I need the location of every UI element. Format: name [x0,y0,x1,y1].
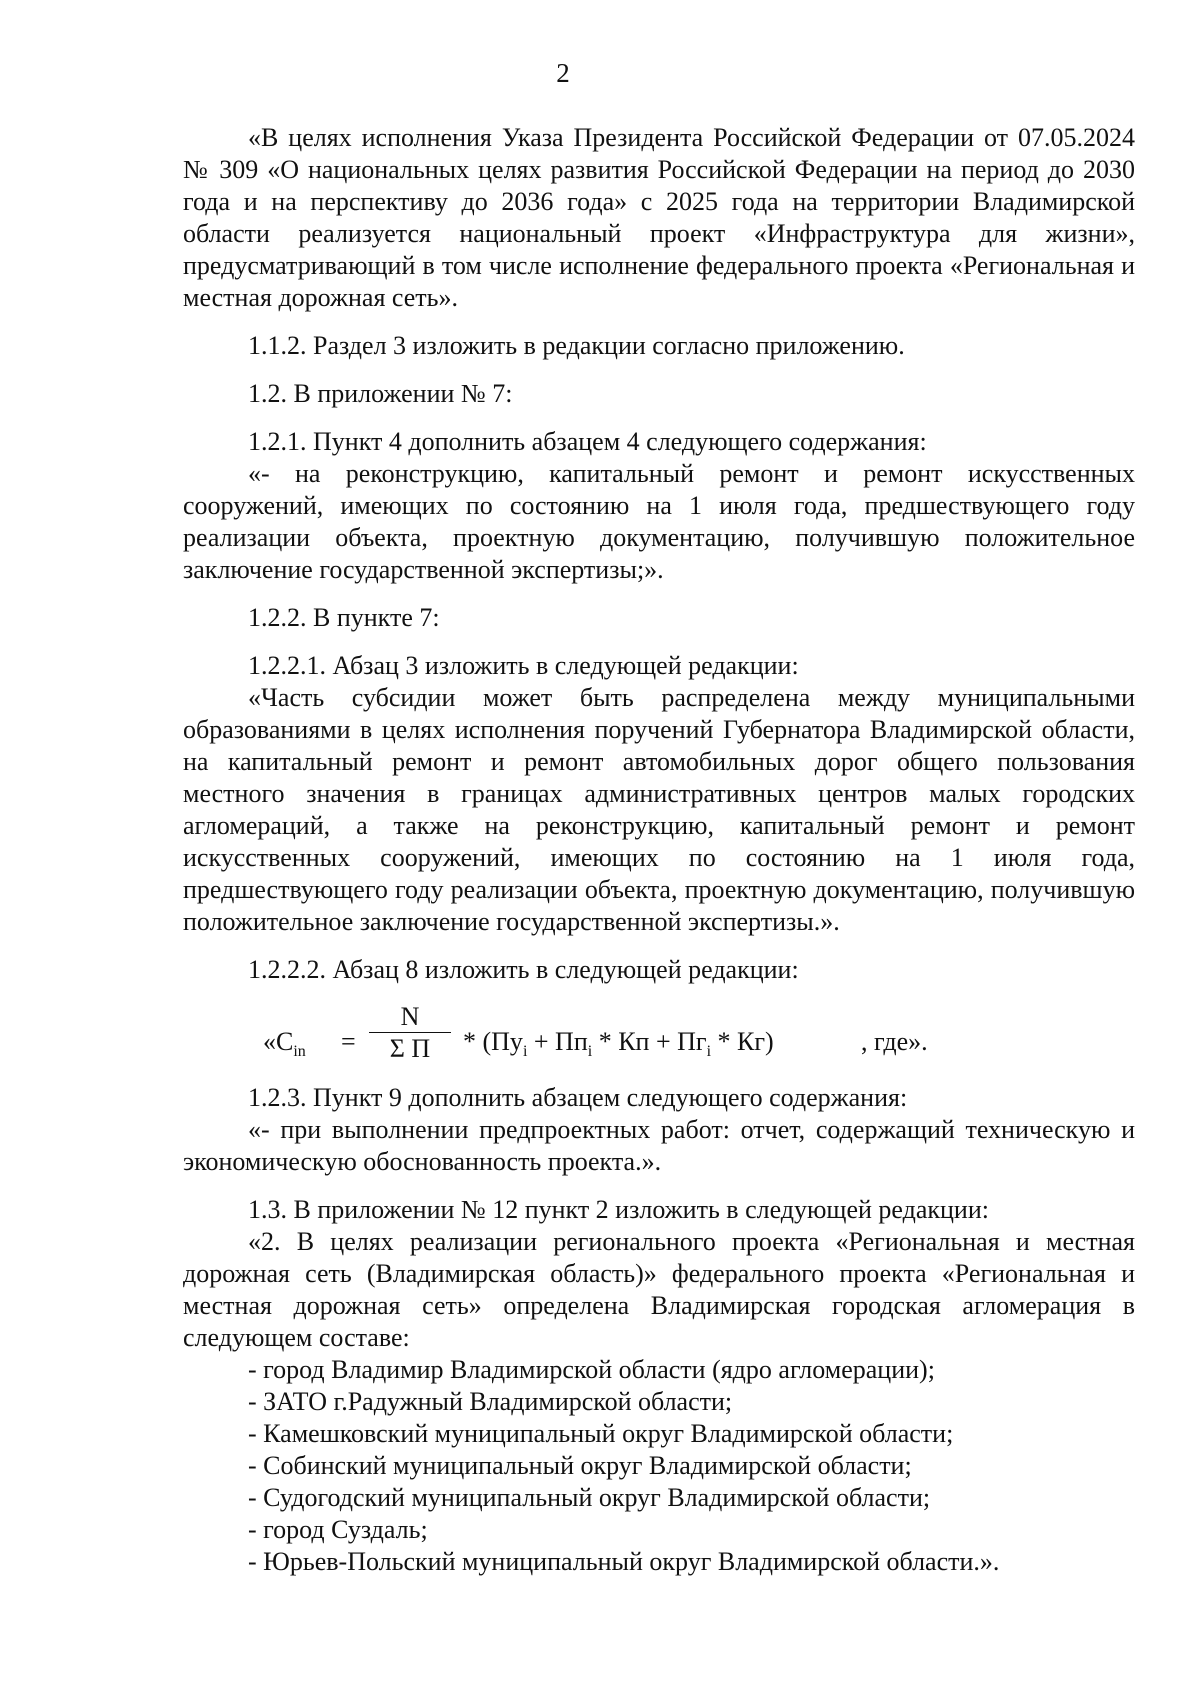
formula-rhs: * ($Пу_i + Пп_i$ * Кп + $Пг_i * Кг$) [463,1027,774,1061]
paragraph-1-2-3: 1.2.3. Пункт 9 дополнить абзацем следующего содержания: [248,1083,908,1112]
list-item: - Собинский муниципальный округ Владимирской области; [248,1451,912,1480]
paragraph-intro: «В целях исполнения Указа Президента Российской Федерации от 07.05.2024 № 309 «О национальных целях развития Российской Федерации на период до 2030 года и на перспективу до 2036 года» с 2025 года на территории Владимирской области реализуется национальный проект «Инфраструктура для жизни», предусматривающий в том числе исполнение федерального проекта «Региональная и местная дорожная сеть». [183,123,1135,312]
paragraph-quote-reconstruction: «- на реконструкцию, капитальный ремонт и ремонт искусственных сооружений, имеющих по состоянию на 1 июля года, предшествующего году реализации объекта, проектную документацию, получившую положительное заключение государственной экспертизы;». [183,459,1135,584]
document-body [183,122,1135,1578]
formula [183,998,1135,1076]
paragraph-1-2-2-1: 1.2.2.1. Абзац 3 изложить в следующей редакции: [248,651,799,680]
formula-equals: = [341,1027,356,1056]
paragraph-quote-subsidy: «Часть субсидии может быть распределена между муниципальными образованиями в целях исполнения поручений Губернатора Владимирской области, на капитальный ремонт и ремонт автомобильных дорог общего пользования местного значения в границах административных центров малых городских агломераций, а также на реконструкцию, капитальный ремонт и ремонт искусственных сооружений, имеющих по состоянию на 1 июля года, предшествующего году реализации объекта, проектную документацию, получившую положительное заключение государственной экспертизы.». [183,683,1135,936]
list-item: - город Владимир Владимирской области (ядро агломерации); [248,1355,935,1384]
list-item: - Юрьев-Польский муниципальный округ Владимирской области.». [248,1547,1000,1576]
formula-fraction [369,1002,451,1065]
paragraph-1-2: 1.2. В приложении № 7: [248,379,513,408]
list-item: - ЗАТО г.Радужный Владимирской области; [248,1387,733,1416]
paragraph-quote-preproject: «- при выполнении предпроектных работ: отчет, содержащий техническую и экономическую обоснованность проекта.». [183,1115,1135,1176]
paragraph-1-3: 1.3. В приложении № 12 пункт 2 изложить в следующей редакции: [248,1195,989,1224]
list-item: - город Суздаль; [248,1515,428,1544]
paragraph-1-2-2: 1.2.2. В пункте 7: [248,603,440,632]
formula-denominator: Σ П [389,1034,431,1063]
paragraph-1-2-2-2: 1.2.2.2. Абзац 8 изложить в следующей редакции: [248,955,799,984]
list-item: - Камешковский муниципальный округ Владимирской области; [248,1419,954,1448]
formula-lhs: «$С_{in}$ [263,1027,306,1061]
paragraph-1-2-1: 1.2.1. Пункт 4 дополнить абзацем 4 следующего содержания: [248,427,927,456]
formula-tail: , где». [861,1027,928,1056]
paragraph-quote-agglomeration: «2. В целях реализации регионального проекта «Региональная и местная дорожная сеть (Владимирская область)» федерального проекта «Региональная и местная дорожная сеть» определена Владимирская городская агломерация в следующем составе: [183,1227,1135,1352]
paragraph-1-1-2: 1.1.2. Раздел 3 изложить в редакции согласно приложению. [248,331,905,360]
list-item: - Судогодский муниципальный округ Владимирской области; [248,1483,931,1512]
page-number: 2 [556,58,570,88]
formula-numerator: N [369,1002,451,1033]
